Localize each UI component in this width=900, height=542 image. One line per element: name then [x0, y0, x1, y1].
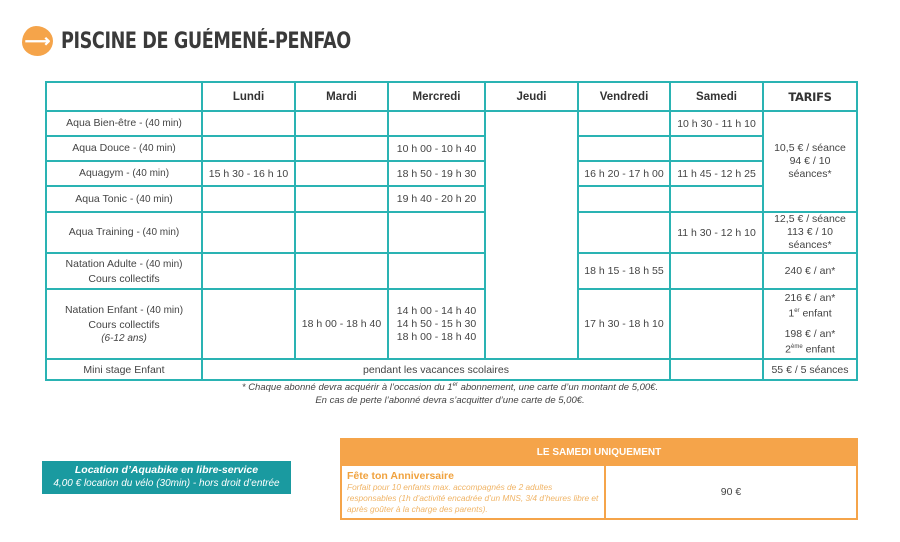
cell-samedi — [670, 136, 763, 161]
header-mardi: Mardi — [295, 82, 388, 111]
table-row — [46, 289, 857, 359]
cell-lundi — [202, 253, 295, 289]
table-row — [46, 212, 857, 253]
cell-lundi — [202, 186, 295, 212]
table-row — [46, 186, 857, 212]
cell-mercredi: 19 h 40 - 20 h 20 — [388, 186, 485, 212]
table-row — [46, 136, 857, 161]
aquabike-detail: 4,00 € location du vélo (30min) - hors droit d’entrée — [53, 478, 280, 489]
header-empty — [46, 82, 202, 111]
cell-samedi — [670, 289, 763, 359]
cell-mardi — [295, 111, 388, 136]
cell-vendredi: 16 h 20 - 17 h 00 — [578, 161, 670, 186]
cell-mardi — [295, 253, 388, 289]
cell-samedi — [670, 186, 763, 212]
cell-mercredi: 14 h 00 - 14 h 40 14 h 50 - 15 h 30 18 h 00 - 18 h 40 — [388, 289, 485, 359]
cell-lundi — [202, 289, 295, 359]
cell-samedi — [670, 253, 763, 289]
samedi-box — [340, 438, 858, 520]
cell-mardi — [295, 212, 388, 253]
activity-name: Aquagym - (40 min) — [46, 161, 202, 186]
cell-lundi: 15 h 30 - 16 h 10 — [202, 161, 295, 186]
table-row — [46, 253, 857, 289]
header-samedi: Samedi — [670, 82, 763, 111]
cell-lundi — [202, 111, 295, 136]
activity-name: Natation Enfant - (40 min) Cours collectifs (6-12 ans) — [46, 289, 202, 359]
cell-vendredi — [578, 136, 670, 161]
tarif-cell-mini-stage: 55 € / 5 séances — [763, 359, 857, 380]
schedule-table — [45, 81, 858, 381]
cell-lundi — [202, 136, 295, 161]
samedi-header: LE SAMEDI UNIQUEMENT — [342, 440, 856, 466]
table-row — [46, 161, 857, 186]
cell-samedi: 10 h 30 - 11 h 10 — [670, 111, 763, 136]
activity-name: Aqua Training - (40 min) — [46, 212, 202, 253]
cell-mercredi — [388, 253, 485, 289]
cell-vendredi — [578, 186, 670, 212]
table-header-row — [46, 82, 857, 111]
cell-vacances: pendant les vacances scolaires — [202, 359, 670, 380]
page-header — [22, 24, 423, 58]
table-row — [46, 359, 857, 380]
cell-mercredi: 18 h 50 - 19 h 30 — [388, 161, 485, 186]
birthday-price: 90 € — [720, 486, 742, 498]
tarif-cell-adulte: 240 € / an* — [763, 253, 857, 289]
birthday-title: Fête ton Anniversaire — [347, 470, 454, 482]
arrow-right-icon: ⟶ — [22, 26, 53, 56]
cell-mercredi: 10 h 00 - 10 h 40 — [388, 136, 485, 161]
cell-samedi: 11 h 45 - 12 h 25 — [670, 161, 763, 186]
tarif-cell-aqua: 10,5 € / séance 94 € / 10 séances* — [763, 111, 857, 212]
activity-name: Aqua Tonic - (40 min) — [46, 186, 202, 212]
activity-name: Aqua Bien-être - (40 min) — [46, 111, 202, 136]
cell-vendredi: 17 h 30 - 18 h 10 — [578, 289, 670, 359]
cell-mercredi — [388, 212, 485, 253]
table-row — [46, 111, 857, 136]
cell-samedi: 11 h 30 - 12 h 10 — [670, 212, 763, 253]
cell-lundi — [202, 212, 295, 253]
aquabike-title: Location d’Aquabike en libre-service — [74, 464, 259, 476]
cell-mardi: 18 h 00 - 18 h 40 — [295, 289, 388, 359]
page-title: PISCINE DE GUÉMENÉ-PENFAO — [61, 28, 351, 54]
cell-mardi — [295, 136, 388, 161]
tarif-cell-training: 12,5 € / séance 113 € / 10 séances* — [763, 212, 857, 253]
cell-samedi — [670, 359, 763, 380]
activity-name: Aqua Douce - (40 min) — [46, 136, 202, 161]
cell-mercredi — [388, 111, 485, 136]
aquabike-box — [42, 461, 291, 494]
header-tarifs: TARIFS — [763, 82, 857, 111]
header-lundi: Lundi — [202, 82, 295, 111]
footnote: * Chaque abonné devra acquérir à l’occasion du 1er abonnement, une carte d’un montant de 5,00€. En cas de perte l’abonné devra s’acquitter d’une carte de 5,00€. — [241, 382, 659, 407]
activity-name: Mini stage Enfant — [46, 359, 202, 380]
cell-jeudi-merged — [485, 111, 578, 359]
cell-mardi — [295, 186, 388, 212]
activity-name: Natation Adulte - (40 min) Cours collectifs — [46, 253, 202, 289]
cell-vendredi — [578, 111, 670, 136]
birthday-description: Forfait pour 10 enfants max. accompagnés de 2 adultes responsables (1h d’activité encadrée d’un MNS, 3/4 d’heures libre et après goûter à la charge des parents). — [347, 482, 599, 514]
header-vendredi: Vendredi — [578, 82, 670, 111]
cell-mardi — [295, 161, 388, 186]
cell-vendredi — [578, 212, 670, 253]
header-jeudi: Jeudi — [485, 82, 578, 111]
tarif-cell-enfant: 216 € / an* 1er enfant 198 € / an* 2ème enfant — [763, 289, 857, 359]
header-mercredi: Mercredi — [388, 82, 485, 111]
cell-vendredi: 18 h 15 - 18 h 55 — [578, 253, 670, 289]
